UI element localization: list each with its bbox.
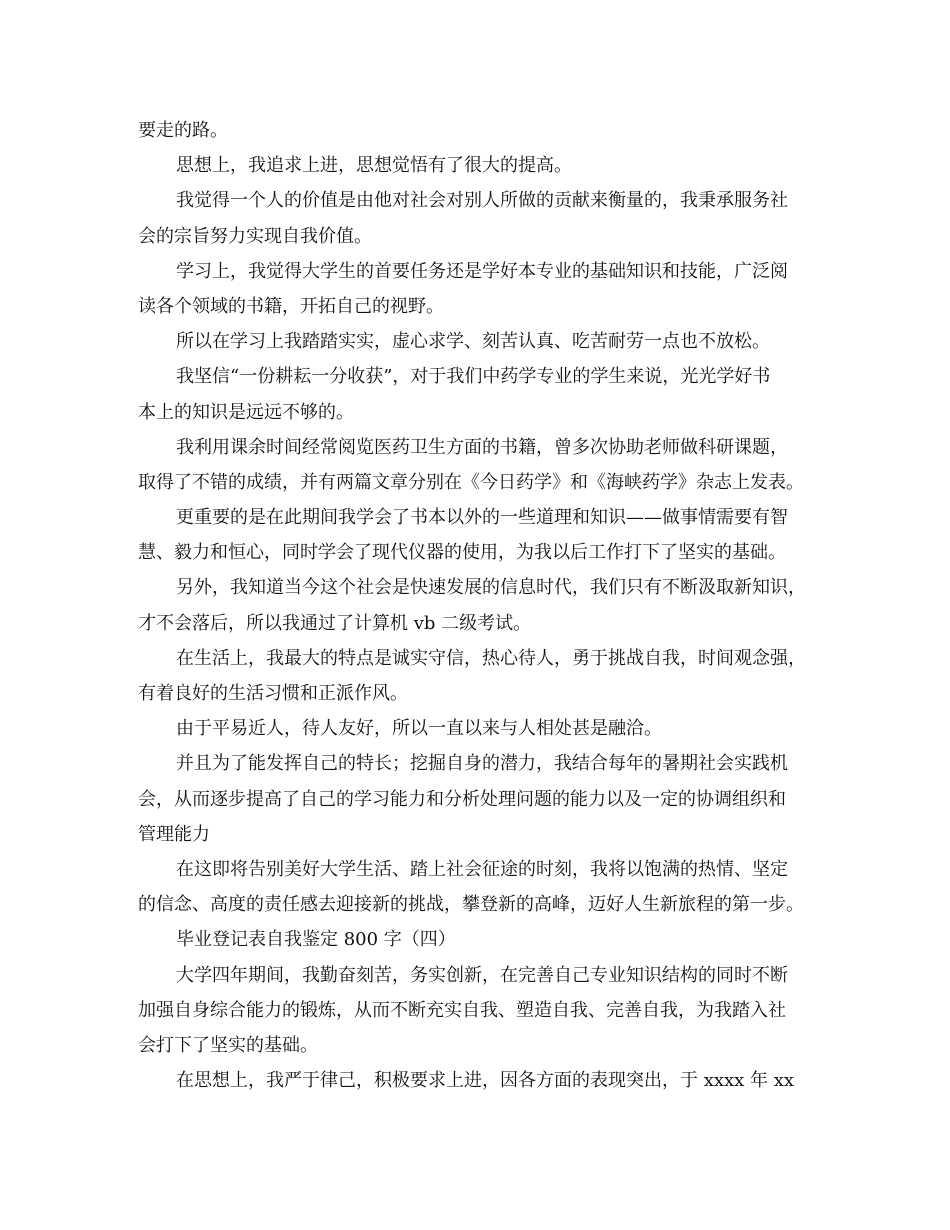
text-line: 并且为了能发挥自己的特长；挖掘自身的潜力，我结合每年的暑期社会实践机 (176, 753, 788, 775)
document-body (138, 113, 828, 1098)
text-line: 在这即将告别美好大学生活、踏上社会征途的时刻，我将以饱满的热情、坚定 (176, 858, 788, 880)
text-line: 本上的知识是远远不够的。 (138, 401, 354, 423)
text-line: 读各个领域的书籍，开拓自己的视野。 (138, 295, 444, 317)
text-line: 要走的路。 (138, 120, 228, 141)
text-line: 学习上，我觉得大学生的首要任务还是学好本专业的基础知识和技能，广泛阅 (176, 260, 788, 282)
text-line: 我坚信“一份耕耘一分收获”，对于我们中药学专业的学生来说，光光学好书 (176, 366, 771, 388)
text-line: 会的宗旨努力实现自我价值。 (138, 225, 372, 247)
text-line: 由于平易近人，待人友好，所以一直以来与人相处甚是融洽。 (176, 718, 662, 740)
text-line: 会，从而逐步提高了自己的学习能力和分析处理问题的能力以及一定的协调组织和 (138, 788, 786, 810)
text-line: 取得了不错的成绩，并有两篇文章分别在《今日药学》和《海峡药学》杂志上发表。 (138, 471, 804, 493)
text-line: 的信念、高度的责任感去迎接新的挑战，攀登新的高峰，迈好人生新旅程的第一步。 (138, 894, 804, 916)
text-line: 大学四年期间，我勤奋刻苦，务实创新，在完善自己专业知识结构的同时不断 (176, 964, 788, 986)
text-line: 我觉得一个人的价值是由他对社会对别人所做的贡献来衡量的，我秉承服务社 (176, 190, 788, 212)
section-heading: 毕业登记表自我鉴定 800 字（四） (176, 929, 456, 951)
text-line: 才不会落后，所以我通过了计算机 vb 二级考试。 (138, 612, 532, 634)
text-line: 慧、毅力和恒心，同时学会了现代仪器的使用，为我以后工作打下了坚实的基础。 (138, 542, 786, 564)
text-line: 另外，我知道当今这个社会是快速发展的信息时代，我们只有不断汲取新知识， (176, 577, 806, 599)
text-line: 思想上，我追求上进，思想觉悟有了很大的提高。 (176, 155, 572, 177)
text-line: 我利用课余时间经常阅览医药卫生方面的书籍，曾多次协助老师做科研课题， (176, 436, 788, 458)
text-line: 更重要的是在此期间我学会了书本以外的一些道理和知识——做事情需要有智 (176, 507, 788, 529)
text-line: 所以在学习上我踏踏实实，虚心求学、刻苦认真、吃苦耐劳一点也不放松。 (176, 331, 770, 353)
text-line: 管理能力 (138, 823, 210, 845)
text-line: 在思想上，我严于律己，积极要求上进，因各方面的表现突出，于 xxxx 年 xx (176, 1070, 795, 1092)
text-line: 会打下了坚实的基础。 (138, 1034, 318, 1056)
text-line: 在生活上，我最大的特点是诚实守信，热心待人，勇于挑战自我，时间观念强， (176, 647, 806, 669)
text-line: 有着良好的生活习惯和正派作风。 (138, 683, 408, 704)
text-line: 加强自身综合能力的锻炼，从而不断充实自我、塑造自我、完善自我，为我踏入社 (138, 999, 786, 1021)
